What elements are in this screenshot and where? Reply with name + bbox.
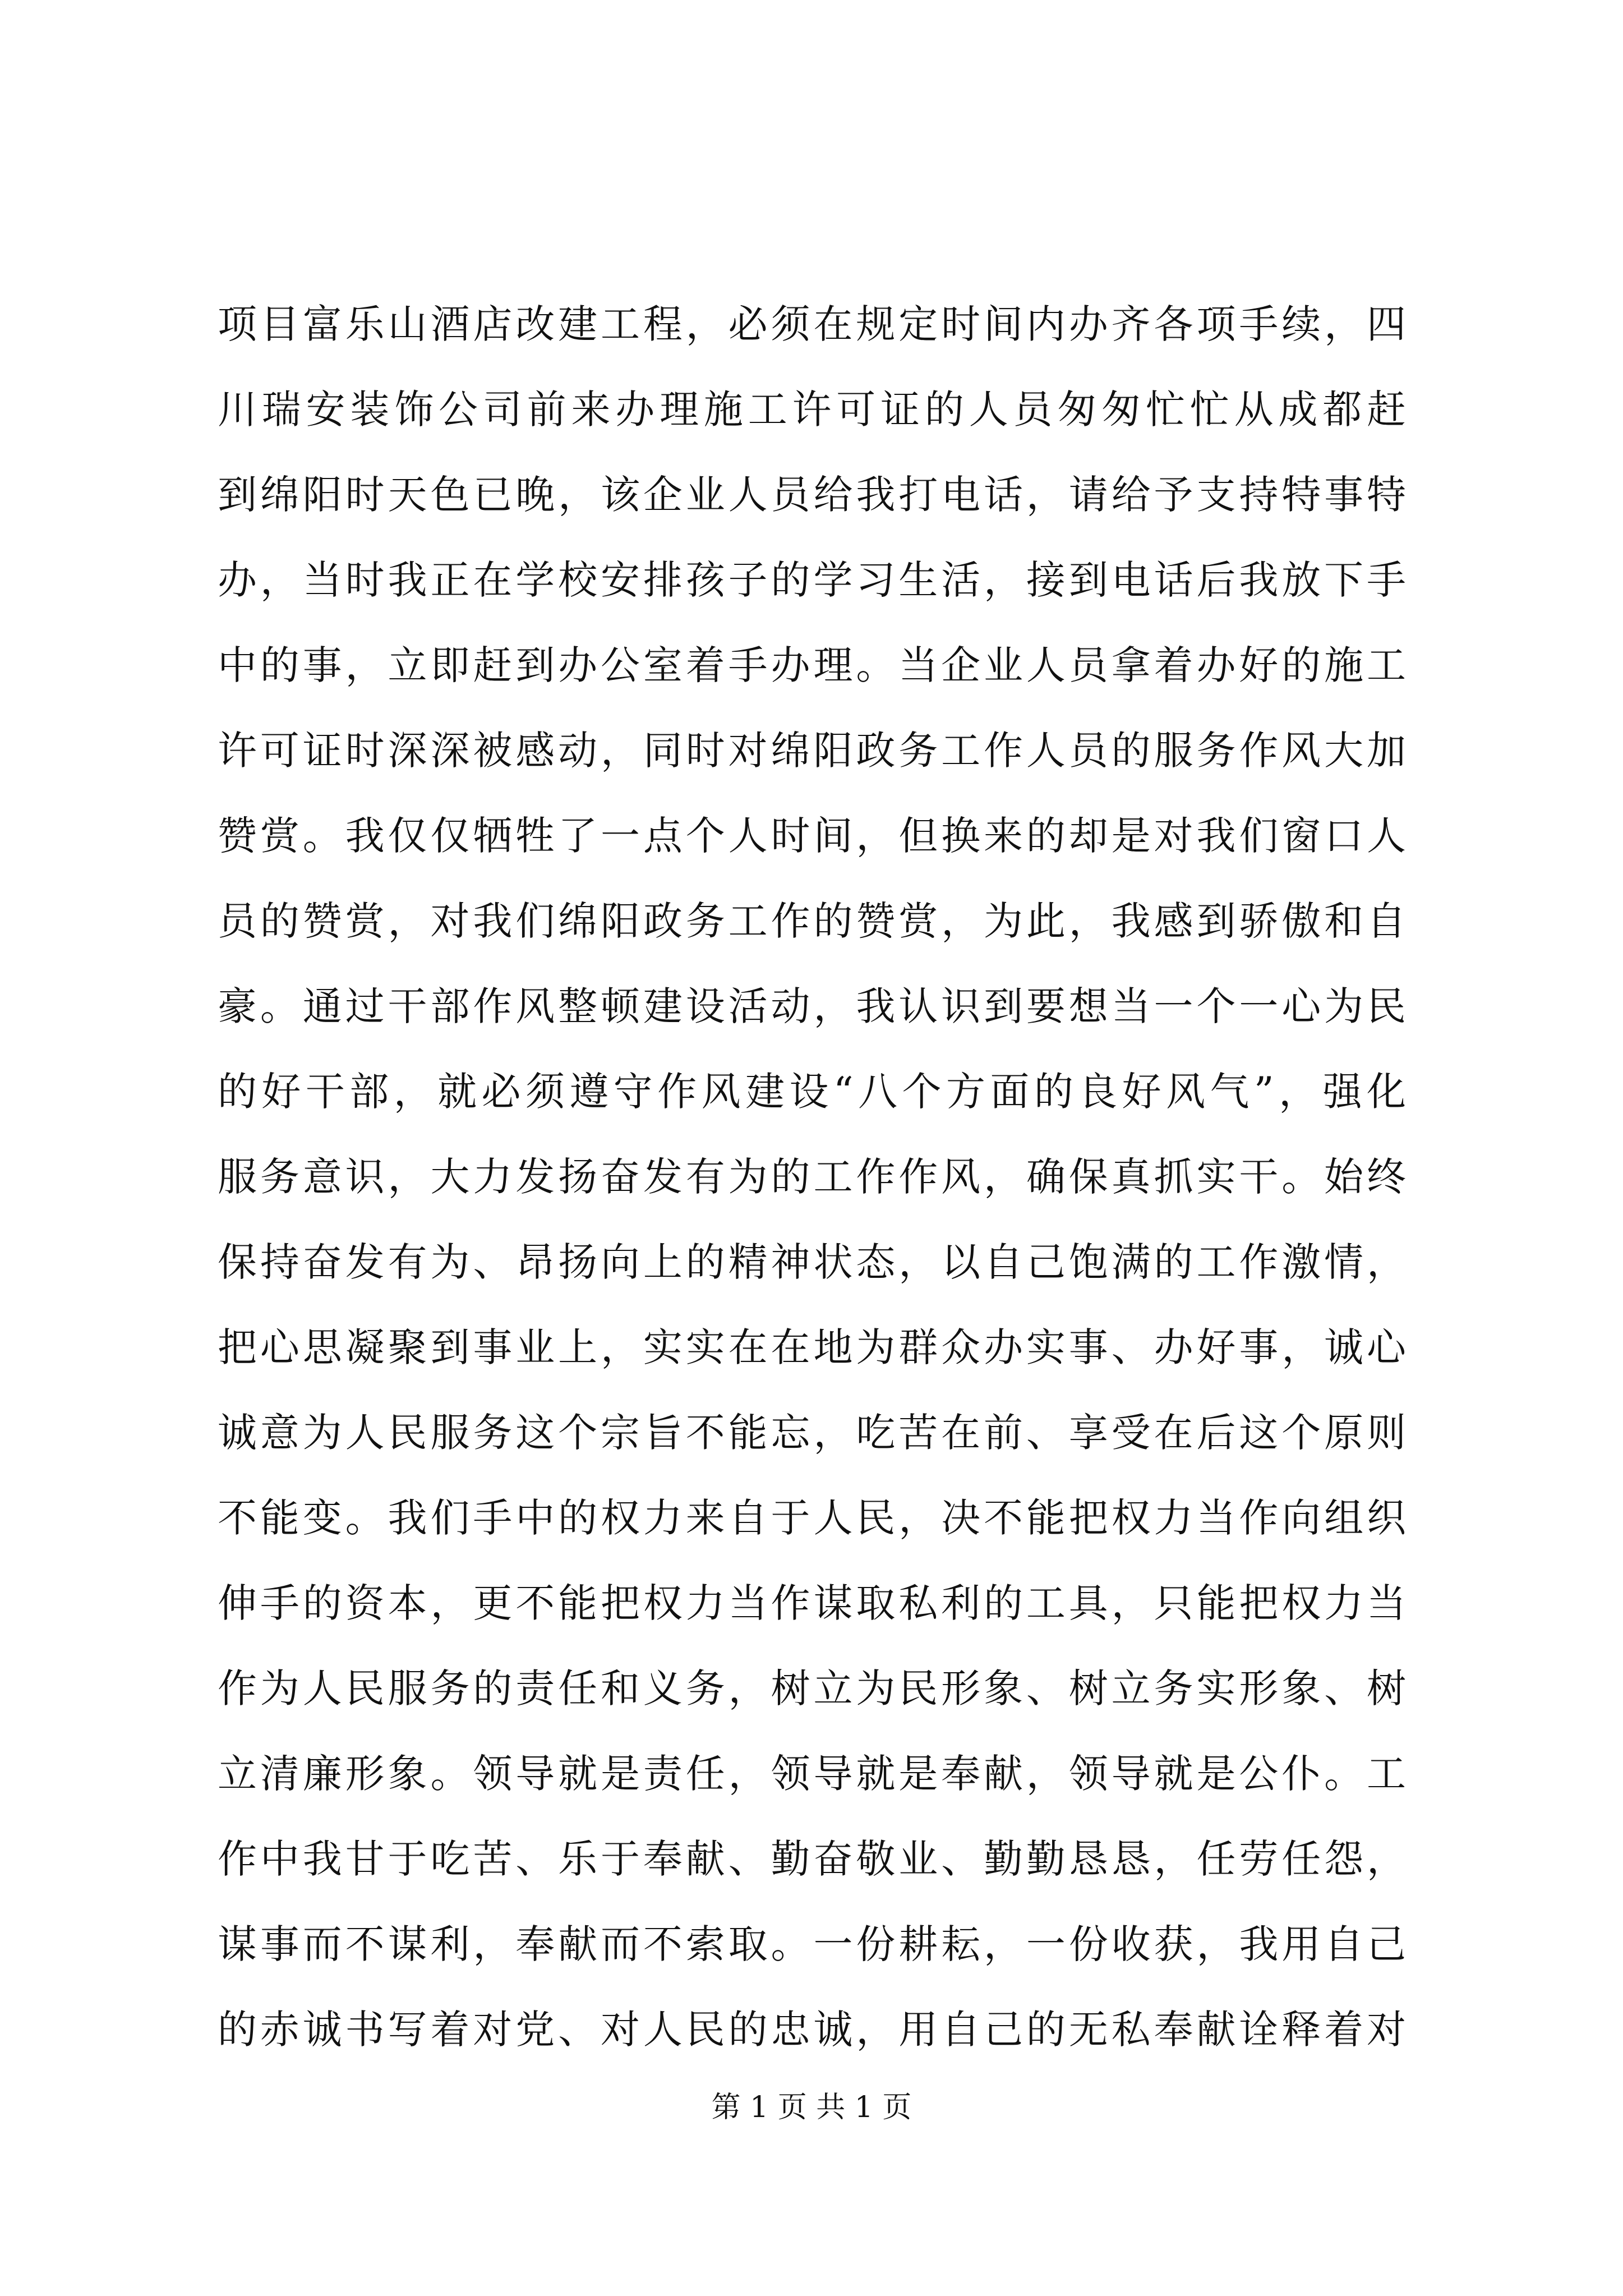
- text-line: 谋事而不谋利，奉献而不索取。一份耕耘，一份收获，我用自己: [218, 1921, 1407, 1967]
- text-line: 员的赞赏，对我们绵阳政务工作的赞赏，为此，我感到骄傲和自: [218, 898, 1407, 944]
- text-line: 保持奋发有为、昂扬向上的精神状态，以自己饱满的工作激情，: [218, 1239, 1407, 1285]
- text-line: 许可证时深深被感动，同时对绵阳政务工作人员的服务作风大加: [218, 728, 1407, 774]
- text-line: 服务意识，大力发扬奋发有为的工作作风，确保真抓实干。始终: [218, 1154, 1407, 1200]
- text-line: 的赤诚书写着对党、对人民的忠诚，用自己的无私奉献诠释着对: [218, 2007, 1407, 2053]
- text-line: 作中我甘于吃苦、乐于奉献、勤奋敬业、勤勤恳恳，任劳任怨，: [218, 1836, 1407, 1882]
- text-line: 赞赏。我仅仅牺牲了一点个人时间，但换来的却是对我们窗口人: [218, 813, 1407, 859]
- body-paragraph: [218, 282, 1407, 2072]
- page-footer: [0, 2090, 1623, 2125]
- text-line: 中的事，立即赶到办公室着手办理。当企业人员拿着办好的施工: [218, 642, 1407, 688]
- text-line: 立清廉形象。领导就是责任，领导就是奉献，领导就是公仆。工: [218, 1751, 1407, 1797]
- page-number-label: 第 1 页 共 1 页: [711, 2091, 912, 2124]
- text-line: 到绵阳时天色已晚，该企业人员给我打电话，请给予支持特事特: [218, 472, 1407, 518]
- text-line: 把心思凝聚到事业上，实实在在地为群众办实事、办好事，诚心: [218, 1324, 1407, 1370]
- text-line: 项目富乐山酒店改建工程，必须在规定时间内办齐各项手续，四: [218, 301, 1407, 347]
- text-line: 诚意为人民服务这个宗旨不能忘，吃苦在前、享受在后这个原则: [218, 1410, 1407, 1456]
- text-line: 不能变。我们手中的权力来自于人民，决不能把权力当作向组织: [218, 1495, 1407, 1541]
- text-line: 伸手的资本，更不能把权力当作谋取私利的工具，只能把权力当: [218, 1580, 1407, 1626]
- text-line: 办，当时我正在学校安排孩子的学习生活，接到电话后我放下手: [218, 557, 1407, 603]
- text-line: 川瑞安装饰公司前来办理施工许可证的人员匆匆忙忙从成都赶: [218, 386, 1407, 432]
- text-line: 作为人民服务的责任和义务，树立为民形象、树立务实形象、树: [218, 1665, 1407, 1711]
- text-line: 的好干部，就必须遵守作风建设“八个方面的良好风气”，强化: [218, 1069, 1407, 1115]
- text-line: 豪。通过干部作风整顿建设活动，我认识到要想当一个一心为民: [218, 983, 1407, 1029]
